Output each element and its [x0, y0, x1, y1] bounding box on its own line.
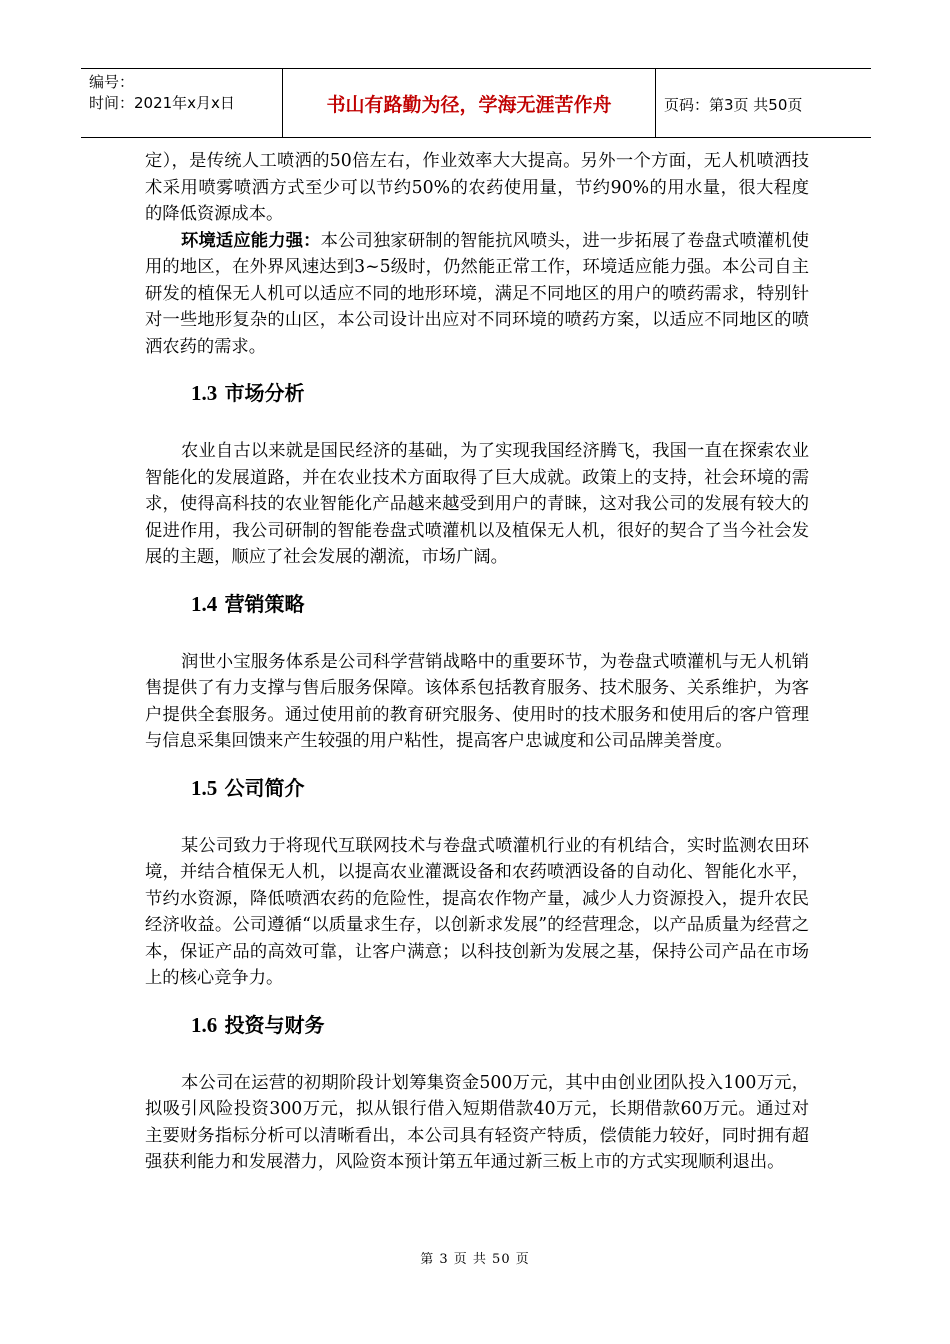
- document-number-label: 编号：: [89, 73, 135, 91]
- page-header: [81, 68, 871, 138]
- header-page-cell: [655, 69, 872, 137]
- document-date-label: 时间：2021年x月x日: [89, 94, 235, 112]
- section-heading-1-5: [145, 773, 809, 803]
- paragraph-marketing: 润世小宝服务体系是公司科学营销战略中的重要环节，为卷盘式喷灌机与无人机销售提供了有力支撑与售后服务保障。该体系包括教育服务、技术服务、关系维护，为客户提供全套服务。通过使用前的教育研究服务、使用时的技术服务和使用后的客户管理与信息采集回馈来产生较强的用户粘性，提高客户忠诚度和公司品牌美誉度。: [145, 651, 809, 751]
- paragraph-company: 某公司致力于将现代互联网技术与卷盘式喷灌机行业的有机结合，实时监测农田环境，并结合植保无人机，以提高农业灌溉设备和农药喷洒设备的自动化、智能化水平，节约水资源，降低喷洒农药的危险性，提高农作物产量，减少人力资源投入，提升农民经济收益。公司遵循“以质量求生存，以创新求发展”的经营理念，以产品质量为经营之本，保证产品的高效可靠，让客户满意；以科技创新为发展之基，保持公司产品在市场上的核心竞争力。: [145, 835, 809, 988]
- paragraph-continued: 定），是传统人工喷洒的50倍左右，作业效率大大提高。另外一个方面，无人机喷洒技术采用喷雾喷洒方式至少可以节约50%的农药使用量，节约90%的用水量，很大程度的降低资源成本。: [145, 151, 809, 224]
- section-title: 公司简介: [224, 775, 305, 800]
- section-number: 1.6: [191, 1012, 218, 1037]
- paragraph-finance: 本公司在运营的初期阶段计划筹集资金500万元，其中由创业团队投入100万元，拟吸引风险投资300万元，拟从银行借入短期借款40万元，长期借款60万元。通过对主要财务指标分析可以清晰看出，本公司具有轻资产特质，偿债能力较好，同时拥有超强获利能力和发展潜力，风险资本预计第五年通过新三板上市的方式实现顺利退出。: [145, 1072, 809, 1172]
- document-body: [145, 148, 809, 1176]
- section-heading-1-3: [145, 378, 809, 408]
- section-heading-1-4: [145, 589, 809, 619]
- paragraph-text: 本公司独家研制的智能抗风喷头，进一步拓展了卷盘式喷灌机使用的地区，在外界风速达到3~5级时，仍然能正常工作，环境适应能力强。本公司自主研发的植保无人机可以适应不同的地形环境，满足不同地区的用户的喷药需求，特别针对一些地形复杂的山区，本公司设计出应对不同环境的喷药方案，以适应不同地区的喷洒农药的需求。: [145, 230, 809, 357]
- page-footer: 第 3 页 共 50 页: [420, 1252, 530, 1267]
- header-motto: 书山有路勤为径，学海无涯苦作舟: [326, 93, 612, 116]
- section-number: 1.3: [191, 381, 218, 405]
- section-heading-1-6: [145, 1010, 809, 1040]
- section-number: 1.5: [191, 775, 218, 800]
- paragraph-environment: [145, 228, 809, 361]
- section-title: 投资与财务: [224, 1012, 325, 1037]
- paragraph-lead-bold: 环境适应能力强：: [181, 230, 321, 251]
- header-page-info: 页码：第3页 共50页: [664, 96, 803, 114]
- section-number: 1.4: [191, 591, 218, 616]
- paragraph-market: 农业自古以来就是国民经济的基础，为了实现我国经济腾飞，我国一直在探索农业智能化的发展道路，并在农业技术方面取得了巨大成就。政策上的支持，社会环境的需求，使得高科技的农业智能化产品越来越受到用户的青睐，这对我公司的发展有较大的促进作用，我公司研制的智能卷盘式喷灌机以及植保无人机，很好的契合了当今社会发展的主题，顺应了社会发展的潮流，市场广阔。: [145, 441, 809, 567]
- section-title: 市场分析: [224, 381, 305, 405]
- section-title: 营销策略: [224, 591, 305, 616]
- header-info-cell: [81, 69, 283, 137]
